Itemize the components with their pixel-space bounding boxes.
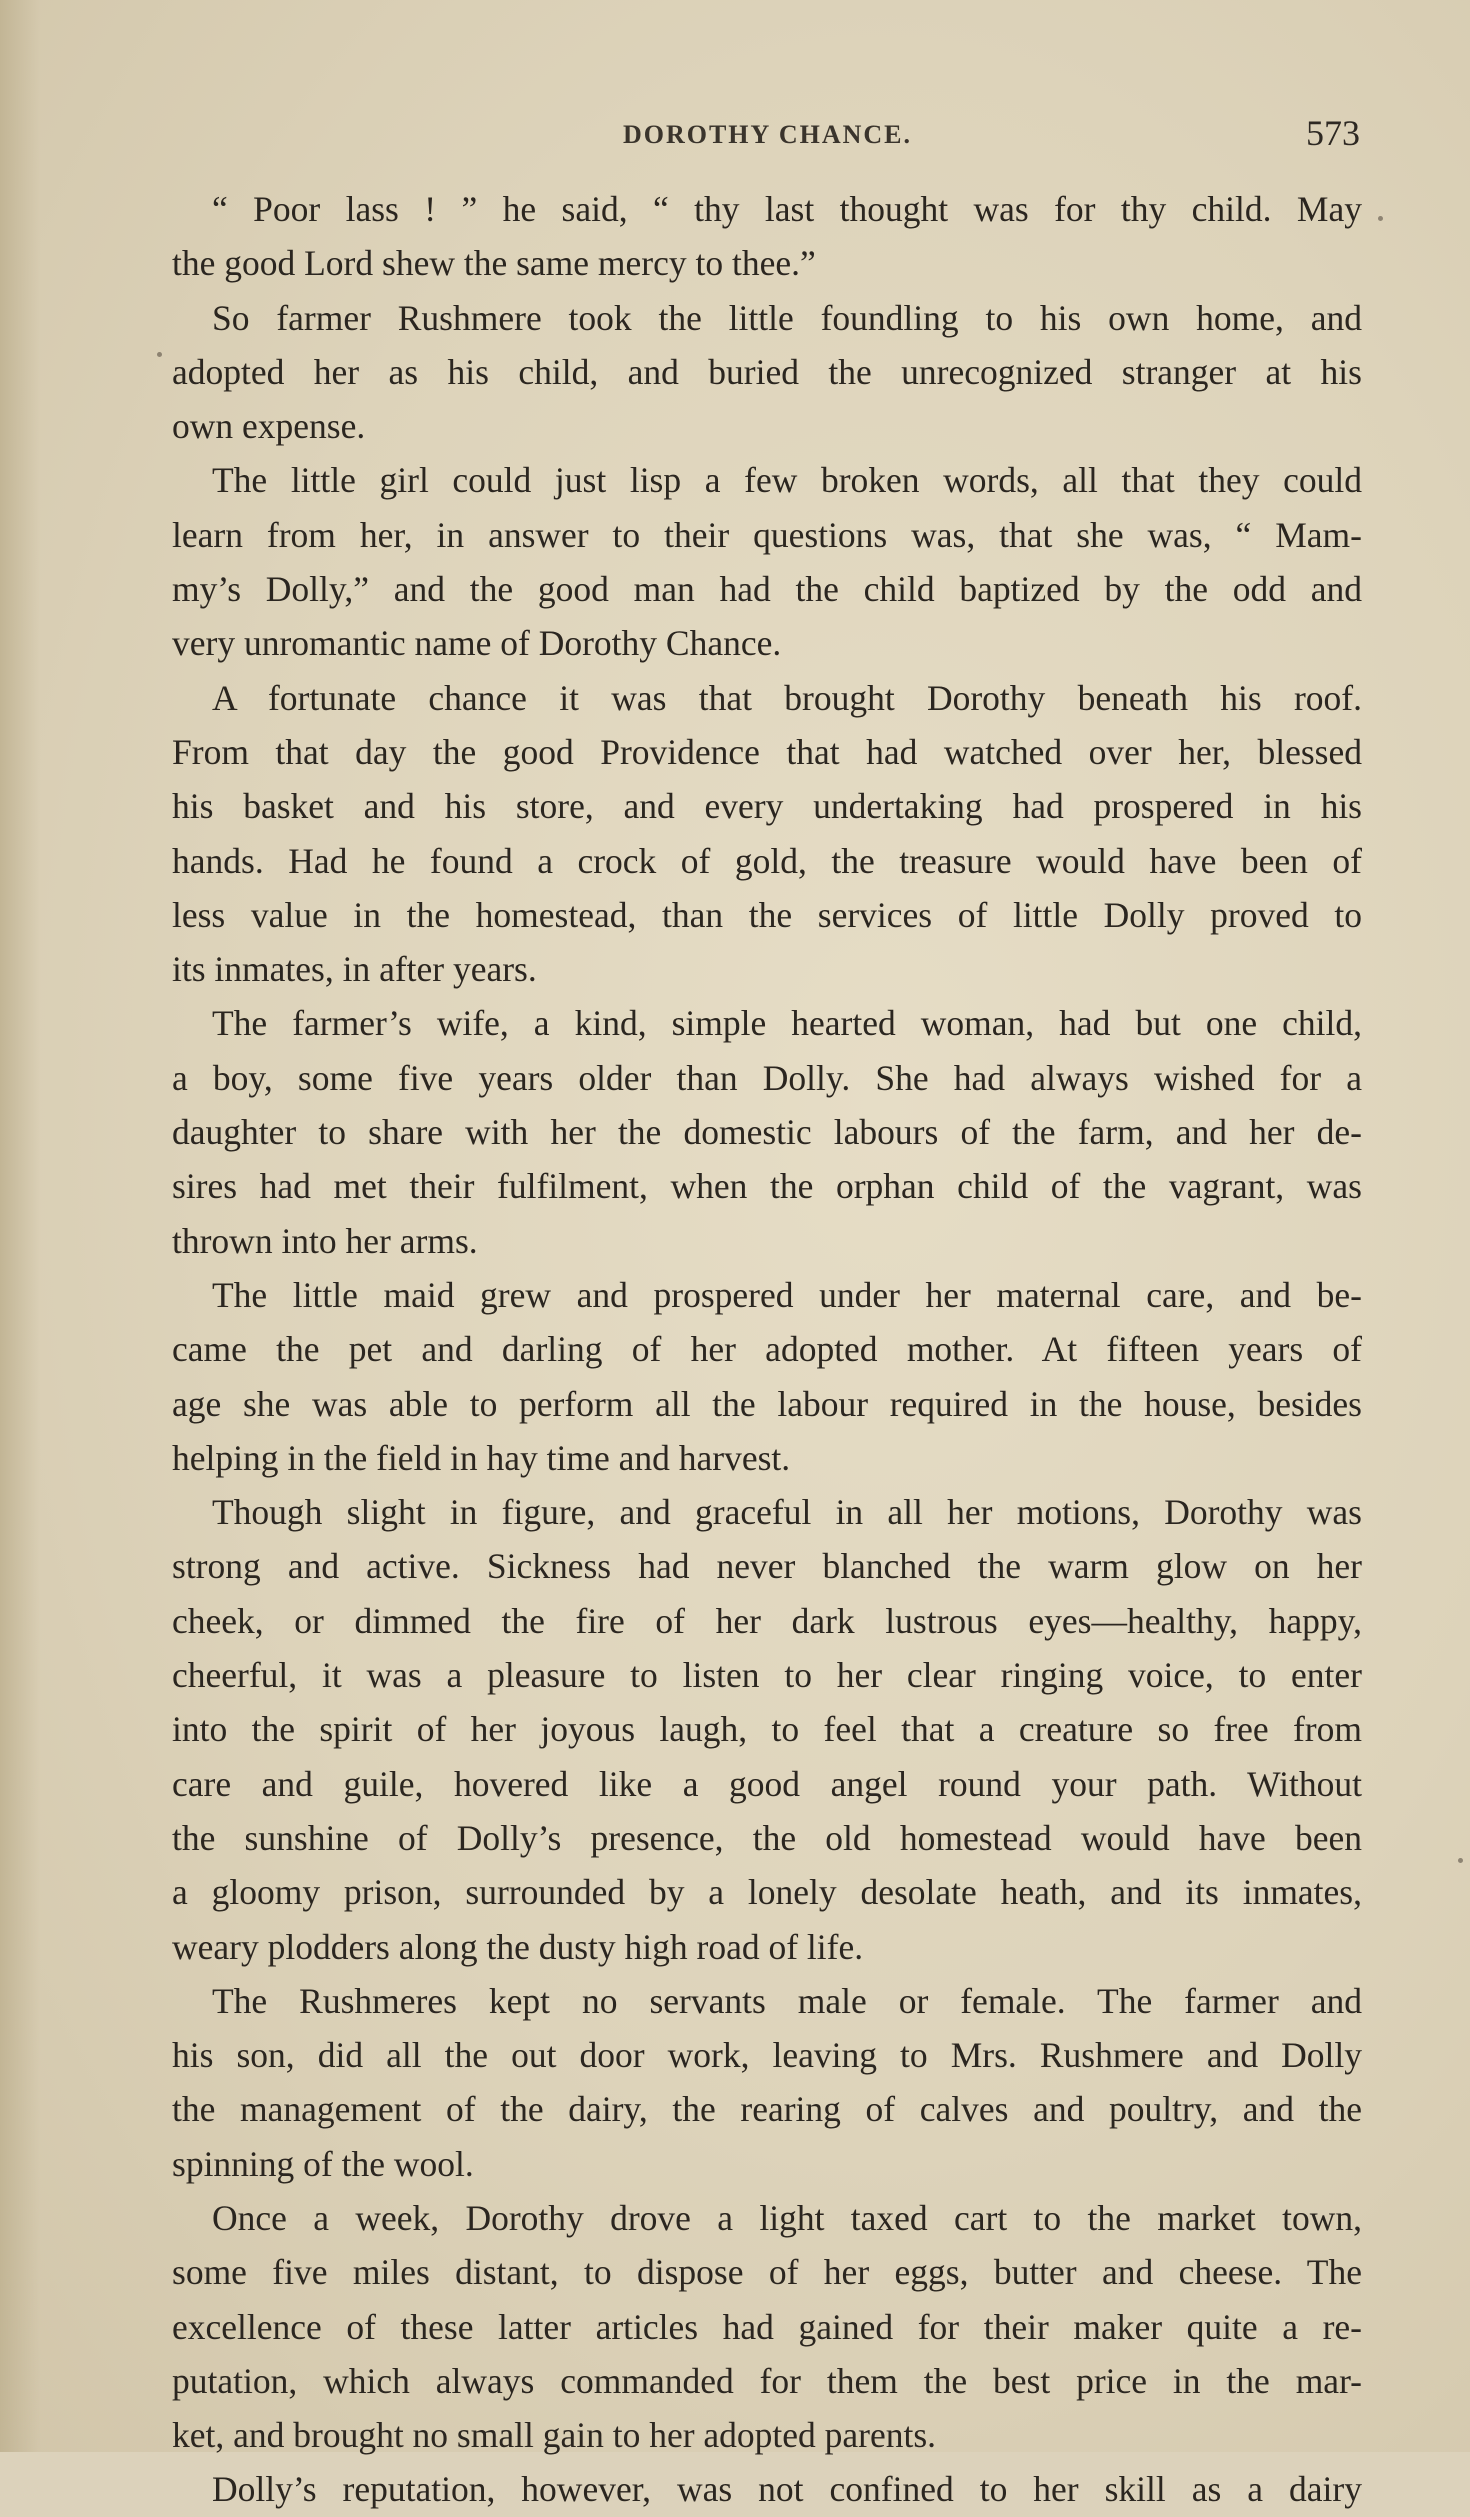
- text-line: his son, did all the out door work, leaving to Mrs. Rushmere and Dolly: [172, 2035, 1362, 2076]
- text-line: The little girl could just lisp a few broken words, all that they could: [212, 460, 1362, 501]
- text-line: A fortunate chance it was that brought Dorothy beneath his roof.: [212, 677, 1362, 718]
- paper-speck: [1378, 216, 1383, 221]
- paper-speck: [157, 352, 162, 357]
- body-text: [172, 182, 1362, 2517]
- text-line: thrown into her arms.: [172, 1220, 478, 1261]
- paragraph: [172, 182, 1362, 291]
- paragraph: [172, 1485, 1362, 1974]
- text-line: his basket and his store, and every undertaking had prospered in his: [172, 786, 1362, 827]
- page-number: 573: [1306, 113, 1360, 153]
- text-line: “ Poor lass ! ” he said, “ thy last thought was for thy child. May: [212, 189, 1362, 229]
- running-title: DOROTHY CHANCE.: [622, 120, 913, 149]
- text-line: age she was able to perform all the labour required in the house, besides: [172, 1383, 1362, 1424]
- text-line: into the spirit of her joyous laugh, to feel that a creature so free from: [172, 1709, 1362, 1750]
- paper-speck: [1458, 1858, 1463, 1863]
- text-line: Dolly’s reputation, however, was not confined to her skill as a dairy: [212, 2469, 1362, 2510]
- text-line: my’s Dolly,” and the good man had the child baptized by the odd and: [172, 569, 1362, 610]
- text-line: strong and active. Sickness had never blanched the warm glow on her: [172, 1546, 1362, 1587]
- text-line: hands. Had he found a crock of gold, the treasure would have been of: [172, 840, 1362, 881]
- text-line: the management of the dairy, the rearing of calves and poultry, and the: [172, 2089, 1362, 2130]
- text-line: From that day the good Providence that had watched over her, blessed: [172, 731, 1362, 772]
- text-line: The farmer’s wife, a kind, simple hearted woman, had but one child,: [212, 1003, 1362, 1044]
- text-line: the good Lord shew the same mercy to thee.”: [172, 243, 816, 284]
- text-line: cheek, or dimmed the fire of her dark lustrous eyes—healthy, happy,: [172, 1600, 1362, 1641]
- paragraph: [172, 2462, 1362, 2516]
- text-line: sires had met their fulfilment, when the orphan child of the vagrant, was: [172, 1166, 1362, 1207]
- text-line: Though slight in figure, and graceful in all her motions, Dorothy was: [212, 1492, 1362, 1533]
- paragraph: [172, 671, 1362, 997]
- text-line: learn from her, in answer to their questions was, that she was, “ Mam-: [172, 514, 1362, 555]
- paragraph: [172, 1974, 1362, 2191]
- text-line: a boy, some five years older than Dolly. She had always wished for a: [172, 1057, 1362, 1098]
- text-line: excellence of these latter articles had gained for their maker quite a re-: [172, 2306, 1362, 2347]
- text-line: ket, and brought no small gain to her adopted parents.: [172, 2415, 937, 2456]
- text-line: some five miles distant, to dispose of her eggs, butter and cheese. The: [172, 2252, 1362, 2293]
- binding-gutter-shadow: [0, 0, 40, 2452]
- text-line: spinning of the wool.: [172, 2143, 474, 2184]
- text-line: came the pet and darling of her adopted mother. At fifteen years of: [172, 1329, 1362, 1370]
- paragraph: [172, 996, 1362, 1267]
- text-line: So farmer Rushmere took the little foundling to his own home, and: [212, 297, 1362, 338]
- text-line: less value in the homestead, than the services of little Dolly proved to: [172, 894, 1362, 935]
- text-line: own expense.: [172, 406, 366, 447]
- text-line: daughter to share with her the domestic labours of the farm, and her de-: [172, 1112, 1362, 1153]
- text-line: The Rushmeres kept no servants male or female. The farmer and: [212, 1980, 1362, 2021]
- text-line: a gloomy prison, surrounded by a lonely desolate heath, and its inmates,: [172, 1872, 1362, 1913]
- text-line: adopted her as his child, and buried the unrecognized stranger at his: [172, 351, 1362, 392]
- paragraph: [172, 1268, 1362, 1485]
- text-line: putation, which always commanded for them the best price in the mar-: [172, 2360, 1362, 2401]
- text-line: very unromantic name of Dorothy Chance.: [172, 623, 782, 664]
- text-line: The little maid grew and prospered under her maternal care, and be-: [212, 1274, 1362, 1315]
- text-line: helping in the field in hay time and harvest.: [172, 1437, 791, 1478]
- text-line: care and guile, hovered like a good angel round your path. Without: [172, 1763, 1362, 1804]
- paragraph: [172, 291, 1362, 454]
- paragraph: [172, 453, 1362, 670]
- text-line: its inmates, in after years.: [172, 949, 537, 990]
- page-header: [175, 112, 1360, 162]
- text-line: the sunshine of Dolly’s presence, the old homestead would have been: [172, 1817, 1362, 1858]
- paragraph: [172, 2191, 1362, 2462]
- text-line: Once a week, Dorothy drove a light taxed cart to the market town,: [212, 2197, 1362, 2238]
- text-line: cheerful, it was a pleasure to listen to her clear ringing voice, to enter: [172, 1655, 1362, 1696]
- text-line: weary plodders along the dusty high road of life.: [172, 1926, 864, 1967]
